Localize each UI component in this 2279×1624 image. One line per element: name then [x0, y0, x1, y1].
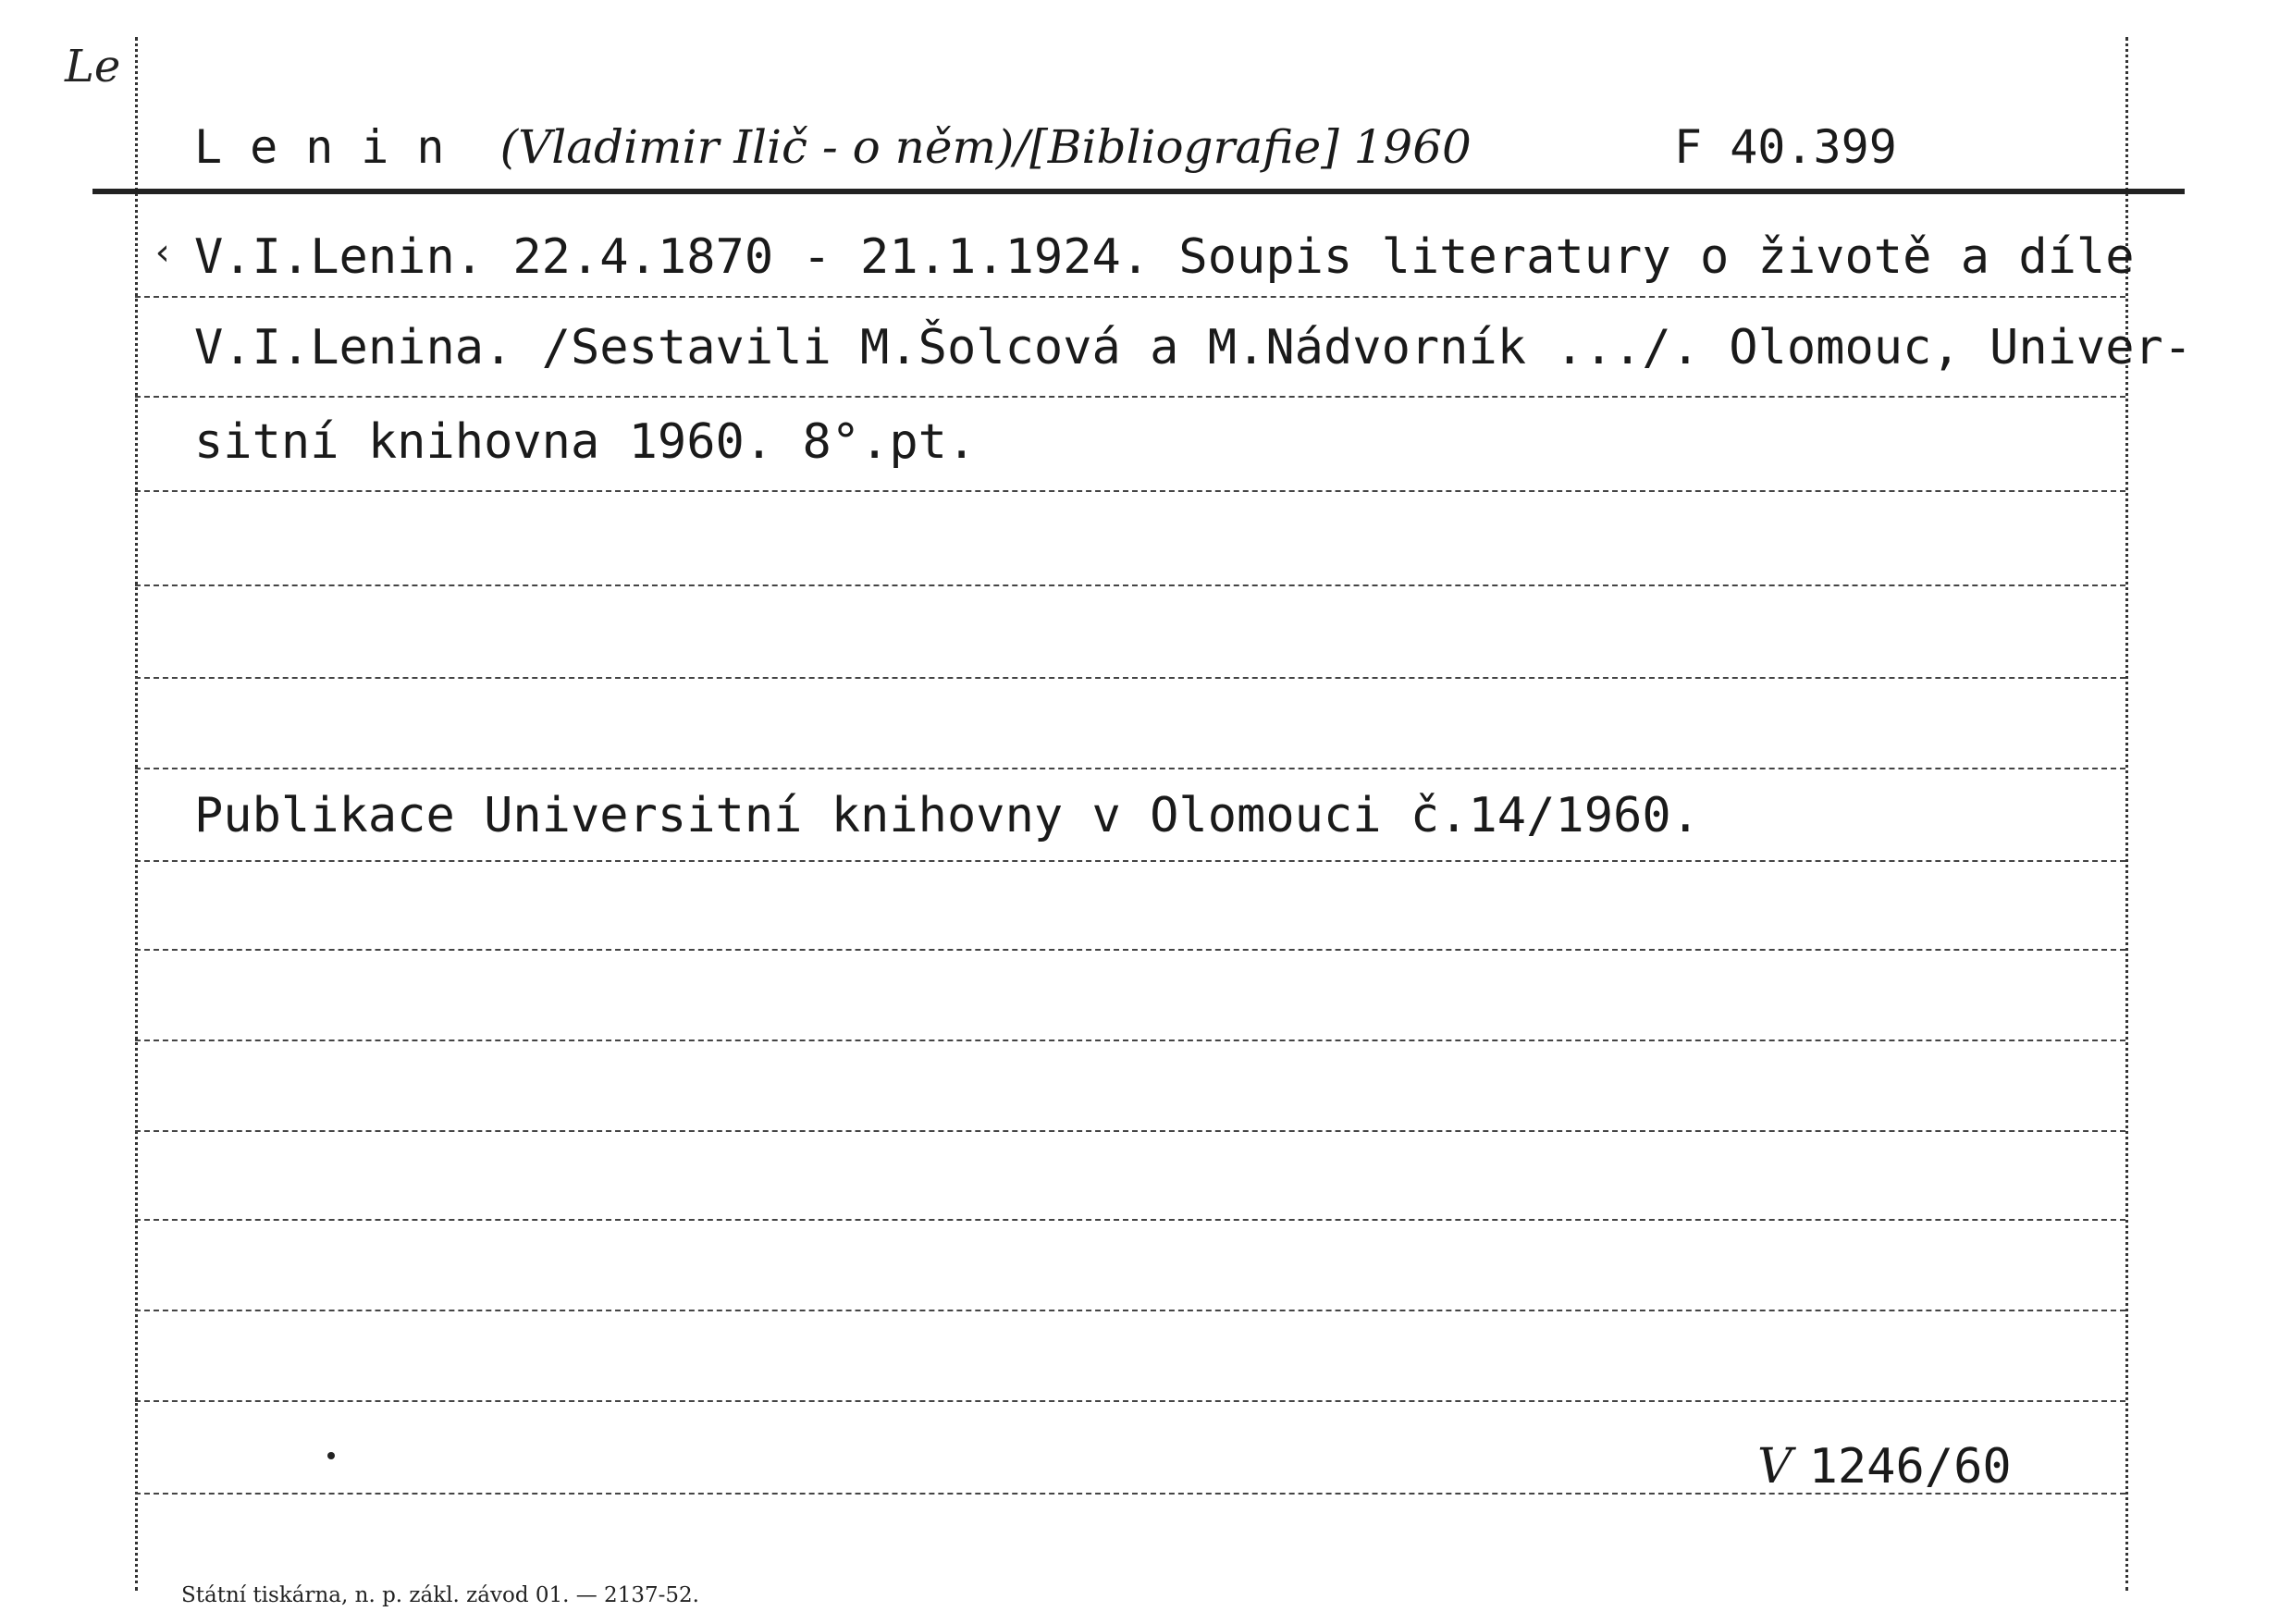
- rule-line: [135, 396, 2125, 398]
- entry-line-3: sitní knihovna 1960. 8°.pt.: [194, 414, 977, 470]
- heading-name: Lenin: [194, 120, 473, 174]
- bracket-mark: ‹: [152, 231, 175, 274]
- rule-line: [135, 296, 2125, 298]
- entry-line-2: V.I.Lenina. /Sestavili M.Šolcová a M.Nádvorník .../. Olomouc, Univer-: [194, 320, 2193, 375]
- rule-line: [135, 768, 2125, 769]
- rule-line: [135, 1219, 2125, 1221]
- rule-line: [135, 1130, 2125, 1132]
- left-margin-line: [135, 37, 138, 1591]
- accession-mark: V: [1757, 1439, 1792, 1495]
- publication-note: Publikace Universitní knihovny v Olomouci č.14/1960.: [194, 788, 1700, 843]
- shelf-signature: F 40.399: [1674, 120, 1897, 174]
- heading-rule: [92, 189, 2185, 194]
- rule-line: [135, 1040, 2125, 1041]
- printer-imprint: Státní tiskárna, n. p. zákl. závod 01. — 2137-52.: [181, 1583, 699, 1607]
- corner-mark: Le: [65, 41, 121, 92]
- accession-number: [1757, 1439, 2012, 1495]
- heading-handwritten: (Vladimir Ilič - o něm)/[Bibliografie] 1960: [499, 120, 1472, 174]
- rule-line: [135, 677, 2125, 679]
- entry-line-1: V.I.Lenin. 22.4.1870 - 21.1.1924. Soupis literatury o životě a díle: [194, 229, 2135, 285]
- rule-line: [135, 584, 2125, 586]
- rule-line: [135, 490, 2125, 492]
- rule-line: [135, 949, 2125, 951]
- accession-value: 1246/60: [1808, 1439, 2012, 1495]
- rule-line: [135, 1310, 2125, 1311]
- ink-dot: [327, 1452, 335, 1459]
- heading: [194, 120, 1472, 174]
- rule-line: [135, 1400, 2125, 1402]
- rule-line: [135, 860, 2125, 862]
